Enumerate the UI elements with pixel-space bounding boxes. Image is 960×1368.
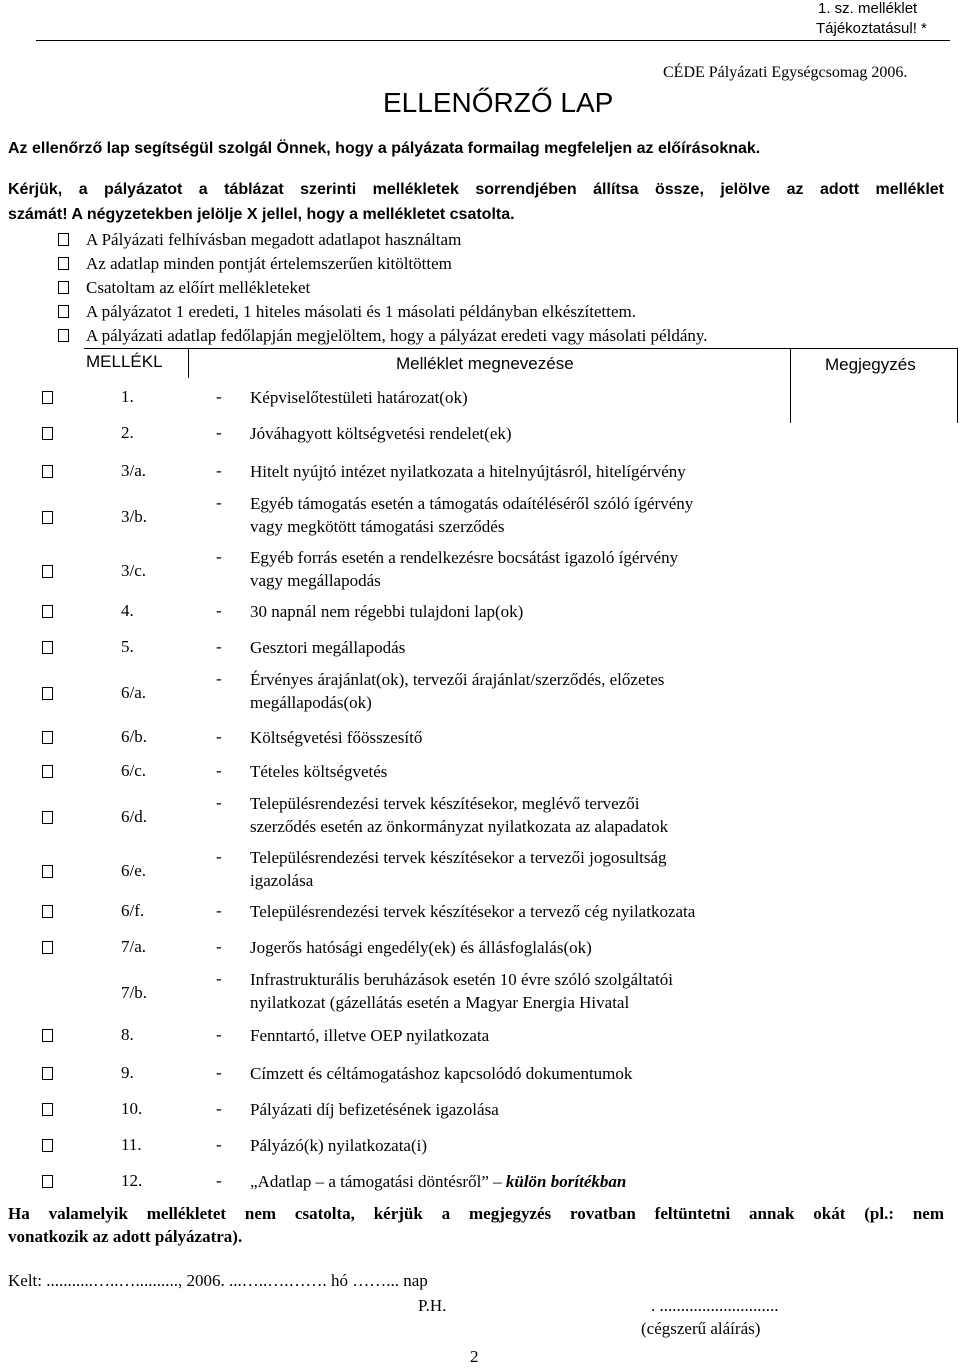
- date-line: Kelt: ...........…..….........., 2006. ...…..….……. hó ……... nap: [8, 1271, 428, 1290]
- stamp-label: P.H.: [418, 1296, 447, 1315]
- annex-number: 3/c.: [121, 561, 147, 580]
- column-header-annex: MELLÉKL: [86, 352, 163, 371]
- checkbox[interactable]: [58, 329, 69, 342]
- dash: -: [216, 493, 222, 512]
- page-number: 2: [470, 1347, 479, 1366]
- table-row: [0, 600, 960, 626]
- checklist-item-label: Az adatlap minden pontját értelemszerűen kitöltöttem: [86, 254, 452, 273]
- table-row: [0, 936, 960, 962]
- annex-number: 6/a.: [121, 683, 147, 702]
- column-header-remark: Megjegyzés: [825, 355, 916, 374]
- annex-description-line: Képviselőtestületi határozat(ok): [250, 388, 468, 407]
- dash: -: [216, 937, 222, 956]
- emphasis-text: külön borítékban: [505, 1172, 627, 1191]
- checkbox[interactable]: [42, 427, 53, 440]
- annex-description-line: Egyéb forrás esetén a rendelkezésre bocsátást igazoló ígérvény: [250, 548, 679, 567]
- dash: -: [216, 547, 222, 566]
- dash: -: [216, 969, 222, 988]
- annex-number: 6/e.: [121, 861, 147, 880]
- checklist-item: [58, 228, 798, 252]
- annex-description-line: Infrastrukturális beruházások esetén 10 évre szóló szolgáltatói: [250, 970, 673, 989]
- annex-description: [250, 668, 664, 714]
- annex-description-line: Fenntartó, illetve OEP nyilatkozata: [250, 1026, 490, 1045]
- annex-number: 4.: [121, 601, 134, 620]
- annex-description-line: szerződés esetén az önkormányzat nyilatkozata az alapadatok: [250, 817, 669, 836]
- checkbox[interactable]: [42, 1067, 53, 1080]
- annex-description-line: Pályázó(k) nyilatkozata(i): [250, 1136, 428, 1155]
- intro-text: Az ellenőrző lap segítségül szolgál Önnek, hogy a pályázata formailag megfeleljen az előírásoknak.: [8, 140, 761, 157]
- checkbox[interactable]: [42, 565, 53, 578]
- checkbox[interactable]: [42, 905, 53, 918]
- table-row: [0, 460, 960, 486]
- annex-description-line: 30 napnál nem régebbi tulajdoni lap(ok): [250, 602, 524, 621]
- table-row: [0, 1098, 960, 1124]
- annex-number: 5.: [121, 637, 134, 656]
- checkbox[interactable]: [42, 731, 53, 744]
- dash: -: [216, 1099, 222, 1118]
- checkbox[interactable]: [42, 1029, 53, 1042]
- table-row: [0, 636, 960, 662]
- annex-description-line: Pályázati díj befizetésének igazolása: [250, 1100, 499, 1119]
- dash: -: [216, 461, 222, 480]
- annex-description: [250, 760, 387, 783]
- checkbox[interactable]: [42, 465, 53, 478]
- table-row: [0, 1134, 960, 1160]
- annex-description: [250, 792, 668, 838]
- package-label: CÉDE Pályázati Egységcsomag 2006.: [663, 64, 908, 81]
- footer-note-line-2: vonatkozik az adott pályázatra).: [8, 1227, 243, 1246]
- annex-description: [250, 492, 693, 538]
- column-header-name: Melléklet megnevezése: [396, 354, 574, 373]
- signature-label: (cégszerű aláírás): [641, 1319, 761, 1338]
- annex-description: [250, 636, 405, 659]
- table-header-divider-1: [188, 348, 189, 378]
- annex-description-line: nyilatkozat (gázellátás esetén a Magyar Energia Hivatal: [250, 993, 630, 1012]
- annex-number: 3/a.: [121, 461, 147, 480]
- info-label: Tájékoztatásul! *: [816, 20, 927, 37]
- table-row: [0, 792, 960, 840]
- checklist: [58, 228, 798, 348]
- checkbox[interactable]: [42, 1175, 53, 1188]
- annex-description-line: Településrendezési tervek készítésekor a tervező cég nyilatkozata: [250, 902, 696, 921]
- checkbox[interactable]: [42, 865, 53, 878]
- checkbox[interactable]: [58, 305, 69, 318]
- annex-description-line: Érvényes árajánlat(ok), tervezői árajánlat/szerződés, előzetes: [250, 670, 665, 689]
- annex-description-line: Településrendezési tervek készítésekor, meglévő tervezői: [250, 794, 640, 813]
- annex-description-line: Településrendezési tervek készítésekor a tervezői jogosultság: [250, 848, 667, 867]
- table-row: [0, 760, 960, 786]
- annex-description-line: Költségvetési főösszesítő: [250, 728, 423, 747]
- checklist-item: [58, 300, 798, 324]
- dash: -: [216, 601, 222, 620]
- checklist-item: [58, 324, 798, 348]
- annex-description-line: Címzett és céltámogatáshoz kapcsolódó dokumentumok: [250, 1064, 633, 1083]
- annex-description: [250, 422, 512, 445]
- checkbox[interactable]: [42, 641, 53, 654]
- checkbox[interactable]: [58, 233, 69, 246]
- table-row: [0, 1062, 960, 1088]
- annex-description: [250, 1098, 499, 1121]
- dash: -: [216, 727, 222, 746]
- page-title: ELLENŐRZŐ LAP: [383, 87, 614, 118]
- annex-number: 7/b.: [121, 983, 147, 1002]
- separator: –: [493, 1172, 502, 1191]
- checkbox[interactable]: [42, 511, 53, 524]
- table-row: [0, 546, 960, 594]
- annex-description-line: Gesztori megállapodás: [250, 638, 406, 657]
- checkbox[interactable]: [42, 1139, 53, 1152]
- annex-description: [250, 1062, 632, 1085]
- annex-number: 6/b.: [121, 727, 147, 746]
- table-row: [0, 668, 960, 716]
- annex-number: 11.: [121, 1135, 142, 1154]
- annex-description: [250, 968, 673, 1014]
- checkbox[interactable]: [42, 391, 53, 404]
- annex-number: 7/a.: [121, 937, 147, 956]
- table-row: [0, 968, 960, 1016]
- annex-description: [250, 726, 422, 749]
- annex-description: [250, 460, 686, 483]
- checklist-item-label: A Pályázati felhívásban megadott adatlapot használtam: [86, 230, 462, 249]
- checklist-item-label: A pályázati adatlap fedőlapján megjelöltem, hogy a pályázat eredeti vagy másolati példány.: [86, 326, 708, 345]
- table-row: [0, 726, 960, 752]
- table-row: [0, 900, 960, 926]
- annex-description-line: Jogerős hatósági engedély(ek) és állásfoglalás(ok): [250, 938, 592, 957]
- dash: -: [216, 637, 222, 656]
- table-row: [0, 1024, 960, 1050]
- annex-number: 1.: [121, 387, 134, 406]
- table-row: [0, 422, 960, 448]
- annex-number: 2.: [121, 423, 134, 442]
- checkbox[interactable]: [42, 765, 53, 778]
- dash: -: [216, 761, 222, 780]
- annex-number: 6/c.: [121, 761, 147, 780]
- checkbox[interactable]: [42, 605, 53, 618]
- checkbox[interactable]: [58, 281, 69, 294]
- dash: -: [216, 901, 222, 920]
- table-row: [0, 846, 960, 894]
- annex-description: [250, 386, 468, 409]
- annex-number: 12.: [121, 1171, 143, 1190]
- dash: -: [216, 387, 222, 406]
- dash: -: [216, 793, 222, 812]
- dash: -: [216, 1171, 222, 1190]
- annex-number: 6/d.: [121, 807, 147, 826]
- checkbox[interactable]: [42, 687, 53, 700]
- annex-number: 9.: [121, 1063, 134, 1082]
- instruction-line-1: Kérjük, a pályázatot a táblázat szerinti mellékletek sorrendjében állítsa össze, jelölve az adott melléklet: [8, 181, 944, 198]
- dash: -: [216, 847, 222, 866]
- header-divider: [36, 40, 950, 41]
- annex-description-line: Jóváhagyott költségvetési rendelet(ek): [250, 424, 512, 443]
- annex-description: [250, 600, 523, 623]
- instruction-line-2: számát! A négyzetekben jelölje X jellel, hogy a mellékletet csatolta.: [8, 206, 515, 223]
- annex-description-line: igazolása: [250, 871, 314, 890]
- annex-description-line: megállapodás(ok): [250, 693, 372, 712]
- checklist-item-label: A pályázatot 1 eredeti, 1 hiteles másolati és 1 másolati példányban elkészítettem.: [86, 302, 636, 321]
- checklist-item-label: Csatoltam az előírt mellékleteket: [86, 278, 311, 297]
- signature-line: . ............................: [651, 1296, 779, 1315]
- table-row: [0, 492, 960, 540]
- checkbox[interactable]: [42, 1103, 53, 1116]
- annex-description: [250, 936, 592, 959]
- checkbox[interactable]: [58, 257, 69, 270]
- annex-description-line: Hitelt nyújtó intézet nyilatkozata a hitelnyújtásról, hitelígérvény: [250, 462, 686, 481]
- footer-note-line-1: Ha valamelyik mellékletet nem csatolta, kérjük a megjegyzés rovatban feltüntetni annak okát (pl.: nem: [8, 1204, 944, 1223]
- dash: -: [216, 423, 222, 442]
- checkbox[interactable]: [42, 811, 53, 824]
- dash: -: [216, 1025, 222, 1044]
- checklist-item: [58, 252, 798, 276]
- dash: -: [216, 1135, 222, 1154]
- annex-description-line: vagy megkötött támogatási szerződés: [250, 517, 505, 536]
- table-row: [0, 1170, 960, 1196]
- checkbox[interactable]: [42, 941, 53, 954]
- annex-number: 10.: [121, 1099, 143, 1118]
- annex-description: [250, 1170, 626, 1193]
- annex-label: 1. sz. melléklet: [818, 0, 918, 17]
- dash: -: [216, 669, 222, 688]
- dash: -: [216, 1063, 222, 1082]
- checklist-item: [58, 276, 798, 300]
- annex-number: 6/f.: [121, 901, 145, 920]
- annex-description: [250, 900, 695, 923]
- annex-description: [250, 546, 678, 592]
- annex-description-line: Egyéb támogatás esetén a támogatás odaítéléséről szóló ígérvény: [250, 494, 694, 513]
- annex-description: [250, 846, 667, 892]
- quoted-title: „Adatlap – a támogatási döntésről”: [250, 1172, 489, 1191]
- table-top-border: [84, 348, 958, 349]
- annex-description-line: vagy megállapodás: [250, 571, 381, 590]
- annex-number: 3/b.: [121, 507, 147, 526]
- table-row: [0, 386, 960, 412]
- annex-description: [250, 1024, 489, 1047]
- annex-number: 8.: [121, 1025, 134, 1044]
- annex-description: [250, 1134, 427, 1157]
- annex-description-line: Tételes költségvetés: [250, 762, 388, 781]
